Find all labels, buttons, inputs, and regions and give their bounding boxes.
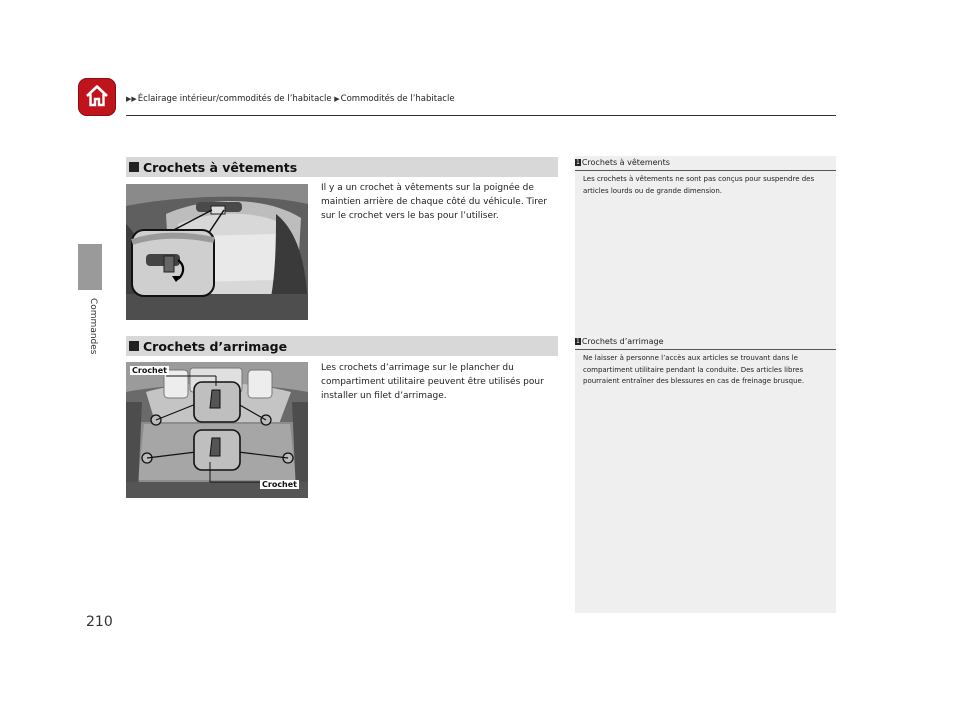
section-heading: [126, 157, 558, 177]
coat-hook-illustration: [126, 184, 308, 320]
coat-hook-drawing: [126, 184, 308, 320]
note-body: Les crochets à vêtements ne sont pas conçus pour suspendre des articles lourds ou de grande dimension.: [583, 175, 815, 195]
note-heading: [575, 337, 836, 350]
page-number: 210: [86, 614, 113, 630]
section-body: Il y a un crochet à vêtements sur la poignée de maintien arrière de chaque côté du véhicule. Tirer sur le crochet vers le bas pour l’utiliser.: [321, 183, 548, 221]
section-title: Crochets d’arrimage: [143, 338, 288, 354]
section-square-icon: [129, 162, 139, 172]
header-divider: [126, 115, 836, 116]
note-title: Crochets à vêtements: [581, 158, 670, 167]
home-icon: [84, 83, 110, 109]
chapter-label: Commandes: [88, 298, 98, 355]
chapter-tab[interactable]: [78, 244, 102, 290]
note-body: Ne laisser à personne l’accès aux articles se trouvant dans le compartiment utilitaire pendant la conduite. Des articles libres pourraient entraîner des blessures en cas de freinage brusque.: [583, 354, 805, 385]
note-heading: [575, 158, 836, 171]
section-square-icon: [129, 341, 139, 351]
callout-label: Crochet: [132, 366, 167, 375]
breadcrumb: [126, 94, 455, 104]
breadcrumb-item[interactable]: Éclairage intérieur/commodités de l’habitacle: [137, 94, 332, 104]
note-ref-number: 1: [576, 159, 580, 166]
note-ref-number: 1: [576, 338, 580, 345]
callout-label: Crochet: [262, 480, 297, 489]
breadcrumb-arrow-icon: ▶▶: [126, 95, 137, 103]
section-heading: [126, 336, 558, 356]
tie-down-hook-illustration: [126, 362, 308, 498]
breadcrumb-item[interactable]: Commodités de l’habitacle: [340, 94, 455, 104]
breadcrumb-arrow-icon: ▶: [334, 95, 340, 103]
section-body: Les crochets d’arrimage sur le plancher du compartiment utilitaire peuvent être utilisés pour installer un filet d’arrimage.: [321, 363, 544, 401]
home-button[interactable]: [78, 78, 116, 116]
tie-down-drawing: [126, 362, 308, 498]
note-title: Crochets d’arrimage: [581, 337, 664, 346]
section-title: Crochets à vêtements: [143, 159, 298, 175]
